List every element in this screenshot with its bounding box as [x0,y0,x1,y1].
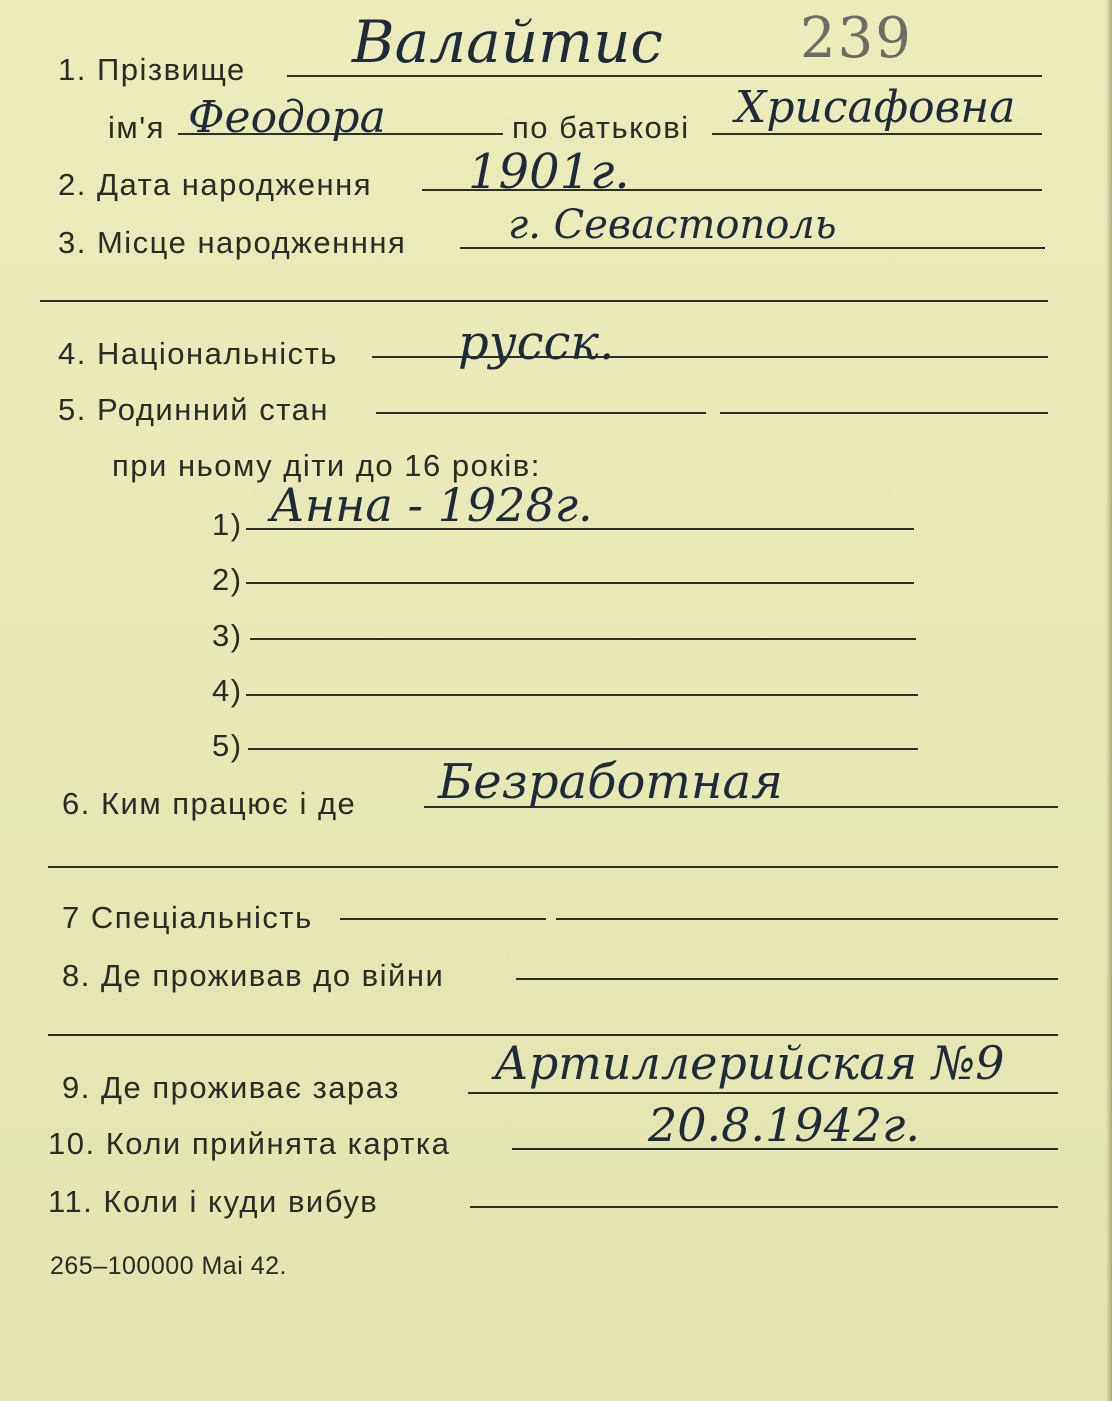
marital-status-line [376,412,706,414]
child-1-entry: Анна - 1928г. [270,478,593,532]
birth-date-entry: 1901г. [468,144,630,200]
current-residence-line [468,1092,1058,1094]
child-4-line [246,694,918,696]
occupation-entry: Безработная [438,754,783,810]
patronymic-line [712,133,1042,135]
departure-label: 11. Коли і куди вибув [48,1184,379,1219]
occupation-line-2 [48,866,1058,868]
surname-label: 1. Прізвище [58,52,246,87]
child-2-number: 2) [212,562,243,597]
patronymic-entry: Хрисафовна [735,82,1016,133]
birth-date-label: 2. Дата народження [58,167,372,202]
nationality-label: 4. Національність [58,336,338,371]
specialty-label: 7 Спеціальність [62,900,313,935]
child-2-line [246,582,914,584]
surname-entry: Валайтис [352,8,663,76]
birth-place-label: 3. Місце народженння [58,225,407,260]
birth-place-entry: г. Севастополь [508,202,837,248]
children-label: при ньому діти до 16 років: [112,448,541,483]
marital-status-label: 5. Родинний стан [58,392,329,427]
current-residence-entry: Артиллерийская №9 [494,1036,1005,1090]
specialty-line [340,918,546,920]
card-accepted-entry: 20.8.1942г. [648,1098,920,1152]
prewar-residence-label: 8. Де проживав до війни [62,958,445,993]
prewar-residence-line [516,978,1058,980]
child-3-number: 3) [212,618,243,653]
card-number: 239 [800,6,913,71]
birth-place-line-2 [40,300,1048,302]
child-4-number: 4) [212,673,243,708]
patronymic-label: по батькові [512,110,690,145]
nationality-entry: русск. [458,315,615,371]
child-5-number: 5) [212,728,243,763]
first-name-entry: Феодора [188,92,386,143]
print-code: 265–100000 Mai 42. [50,1252,287,1280]
child-5-line [248,748,918,750]
current-residence-label: 9. Де проживає зараз [62,1070,400,1105]
departure-line [470,1206,1058,1208]
child-1-number: 1) [212,507,243,542]
card-edge-shadow [1106,0,1112,1401]
child-3-line [250,638,916,640]
occupation-label: 6. Ким працює і де [62,786,357,821]
card-accepted-label: 10. Коли прийнята картка [48,1126,451,1161]
specialty-line-2 [556,918,1058,920]
marital-status-line-2 [720,412,1048,414]
first-name-label: ім'я [108,110,165,145]
